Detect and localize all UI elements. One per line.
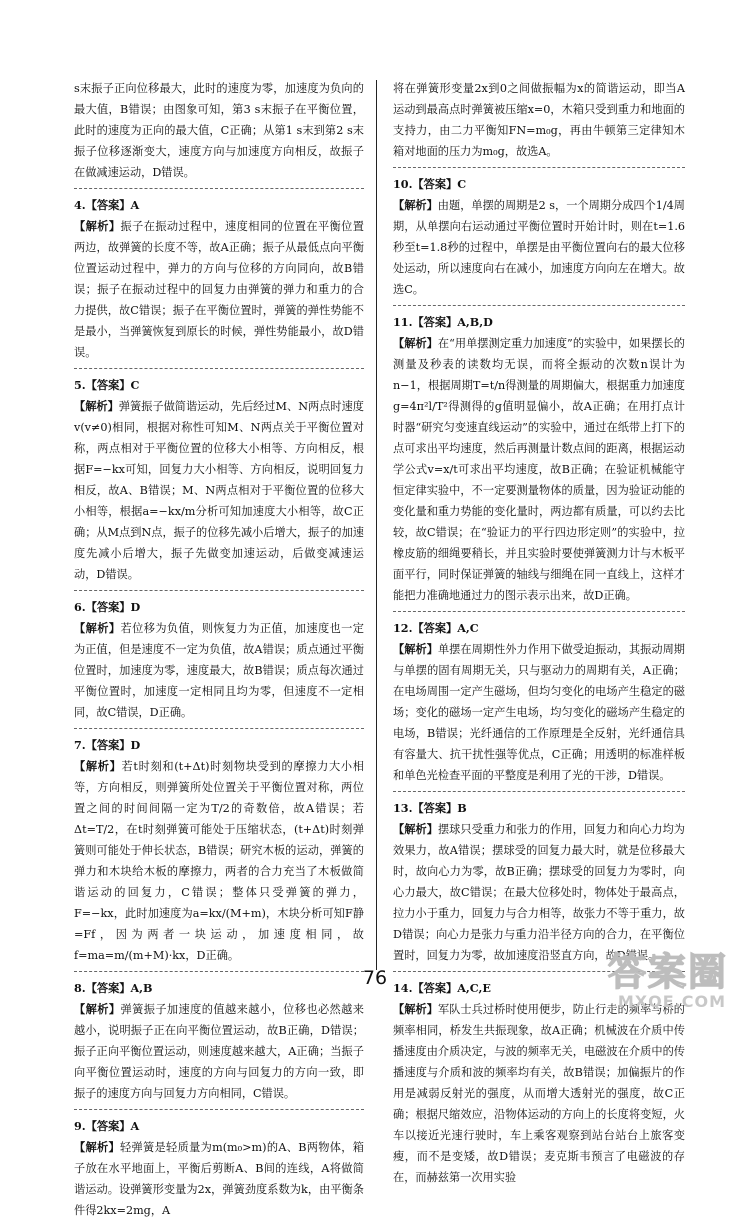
paragraph-text: 轻弹簧是轻质量为m(m₀>m)的A、B两物体，箱子放在水平地面上，平衡后剪断A、B间的连线，A将做简谐运动。设弹簧形变量为2x，弹簧劲度系数为k，由平衡条件得2kx=2mg，A (74, 1141, 364, 1217)
paragraph-text: 弹簧振子做简谐运动，先后经过M、N两点时速度v(v≠0)相同，根据对称性可知M、N两点关于平衡位置对称，两点相对于平衡位置的位移大小相等、方向相反，根据F=−kx可知，回复力大小相等、方向相反，说明回复力相反，故A、B错误；M、N两点相对于平衡位置的位移大小相等，根据a=−kx/m分析可知加速度大小相等，故C正确；从M点到N点，振子的位移先减小后增大，振子的加速度先减小后增大，振子先做变加速运动，后做变减速运动，D错误。 (74, 400, 364, 581)
answer-tag: 【答案】 (412, 801, 458, 815)
answer-line (393, 798, 685, 819)
analysis-paragraph (74, 216, 364, 363)
answer-text: A,C (457, 621, 479, 635)
analysis-tag: 【解析】 (74, 399, 119, 413)
paragraph-text: 在“用单摆测定重力加速度”的实验中，如果摆长的测量及秒表的读数均无误，而将全振动的次数n误计为n−1，根据周期T=t/n得测量的周期偏大，根据重力加速度g=4π²l/T²得测得的g值明显偏小，故A正确；在用打点计时器“研究匀变速直线运动”的实验中，通过在纸带上打下的点可求出平均速度，然后再测量计数点间的距离，根据运动学公式v=x/t可求出平均速度，故B正确；在验证机械能守恒定律实验中，不一定要测量物体的质量，因为验证动能的变化量和重力势能的变化量时，两边都有质量，可以约去比较，故C错误；在“验证力的平行四边形定则”的实验中，拉橡皮筋的细绳要稍长，并且实验时要使弹簧测力计与木板平面平行，同时保证弹簧的轴线与细绳在同一直线上，这样才能把力准确地通过力的图示表示出来，故D正确。 (393, 337, 685, 602)
analysis-paragraph (74, 78, 364, 183)
answer-line (74, 735, 364, 756)
question-number: 9. (74, 1119, 86, 1133)
paragraph-text: 军队士兵过桥时使用便步，防止行走的频率与桥的频率相同，桥发生共振现象，故A正确；机械波在介质中传播速度由介质决定，与波的频率无关，电磁波在介质中的传播速度与介质和波的频率均有关，故B错误；加偏振片的作用是减弱反射光的强度，从而增大透射光的强度，故C正确；根据尺缩效应，沿物体运动的方向上的长度将变短，火车以接近光速行驶时，车上乘客观察到站台站台上旅客变瘦，而不是变矮，故D错误；麦克斯韦预言了电磁波的存在，而赫兹第一次用实验 (393, 1003, 685, 1184)
answer-text: A,C,E (457, 981, 491, 995)
answer-tag: 【答案】 (412, 177, 458, 191)
analysis-paragraph (74, 396, 364, 585)
watermark-logo (594, 935, 734, 1015)
question-number: 6. (74, 600, 86, 614)
question-number: 7. (74, 738, 86, 752)
answer-text: A (130, 1119, 140, 1133)
answer-line (74, 597, 364, 618)
section-divider (393, 611, 685, 612)
answer-line (393, 174, 685, 195)
paragraph-text: 若位移为负值，则恢复力为正值，加速度也一定为正值，但是速度不一定为负值，故A错误；质点通过平衡位置时，加速度为零，速度最大，故B错误；质点每次通过平衡位置时，加速度一定相同且均为零，但速度不一定相同，故C错误，D正确。 (74, 622, 364, 719)
paragraph-text: 将在弹簧形变量2x到0之间做振幅为x的简谐运动，即当A运动到最高点时弹簧被压缩x=0，木箱只受到重力和地面的支持力，由二力平衡知FN=m₀g，再由牛顿第三定律知木箱对地面的压力为m₀g，故选A。 (393, 82, 685, 158)
section-divider (393, 305, 685, 306)
paragraph-text: 振子在振动过程中，速度相同的位置在平衡位置两边，故弹簧的长度不等，故A正确；振子从最低点向平衡位置运动过程中，弹力的方向与位移的方向同向，故B错误；振子在振动过程中的回复力由弹簧的弹力和重力的合力提供，故C错误；振子在平衡位置时，弹簧的弹性势能不是最小，当弹簧恢复到原长的时候，弹性势能最小，故D错误。 (74, 220, 364, 359)
question-number: 4. (74, 198, 86, 212)
answer-text: A,B (130, 981, 153, 995)
answer-text: A,B,D (457, 315, 493, 329)
analysis-tag: 【解析】 (393, 1002, 438, 1016)
answer-line (74, 195, 364, 216)
paragraph-text: 由题，单摆的周期是2 s，一个周期分成四个1/4周期，从单摆向右运动通过平衡位置时开始计时，则在t=1.6秒至t=1.8秒的过程中，单摆是由平衡位置向右的最大位移处运动，所以速度向右在减小，加速度方向向左在增大。故选C。 (393, 199, 685, 296)
analysis-tag: 【解析】 (74, 1002, 121, 1016)
answer-line (393, 312, 685, 333)
paragraph-text: 若t时刻和(t+Δt)时刻物块受到的摩擦力大小相等，方向相反，则弹簧所处位置关于平衡位置对称，两位置之间的时间间隔一定为T/2的奇数倍，故A错误；若Δt=T/2，在t时刻弹簧可能处于压缩状态，(t+Δt)时刻弹簧则可能处于伸长状态，B错误；研究木板的运动，弹簧的弹力和木块给木板的摩擦力，两者的合力充当了木板做简谐运动的回复力，C错误；整体只受弹簧的弹力，F=−kx，此时加速度为a=kx/(M+m)，木块分析可知F静=Ff，因为两者一块运动，加速度相同，故f=ma=m/(m+M)·kx，D正确。 (74, 760, 364, 962)
answer-tag: 【答案】 (85, 198, 131, 212)
section-divider (393, 167, 685, 168)
right-column (393, 78, 685, 1188)
section-divider (74, 368, 364, 369)
analysis-paragraph (393, 333, 685, 606)
analysis-tag: 【解析】 (74, 1140, 121, 1154)
question-number: 5. (74, 378, 86, 392)
answer-line (74, 375, 364, 396)
answer-line (393, 618, 685, 639)
question-number: 12. (393, 621, 413, 635)
paragraph-text: 弹簧振子加速度的值越来越小，位移也必然越来越小，说明振子正在向平衡位置运动，故B正确，D错误；振子正向平衡位置运动，则速度越来越大，A正确；当振子向平衡位置运动时，速度的方向与回复力的方向一致，即振子的速度方向与回复力方向相同，C错误。 (74, 1003, 364, 1100)
page-number: 76 (362, 967, 388, 989)
section-divider (74, 728, 364, 729)
answer-tag: 【答案】 (412, 981, 458, 995)
question-number: 11. (393, 315, 413, 329)
section-divider (74, 188, 364, 189)
answer-line (74, 1116, 364, 1137)
answer-tag: 【答案】 (85, 600, 131, 614)
question-number: 10. (393, 177, 413, 191)
column-divider (376, 80, 377, 970)
section-divider (74, 590, 364, 591)
section-divider (393, 791, 685, 792)
answer-tag: 【答案】 (412, 315, 458, 329)
answer-text: B (457, 801, 467, 815)
answer-tag: 【答案】 (85, 738, 131, 752)
analysis-tag: 【解析】 (393, 336, 438, 350)
analysis-paragraph (74, 1137, 364, 1221)
answer-text: C (130, 378, 140, 392)
paragraph-text: 单摆在周期性外力作用下做受迫振动，其振动周期与单摆的固有周期无关，只与驱动力的周期有关，A正确；在电场周围一定产生磁场，但均匀变化的电场产生稳定的磁场；变化的磁场一定产生电场，均匀变化的磁场产生稳定的电场，B错误；光纤通信的工作原理是全反射，光纤通信具有容量大、抗干扰性强等优点，C正确；用透明的标准样板和单色光检查平面的平整度是利用了光的干涉，D错误。 (393, 643, 685, 782)
answer-tag: 【答案】 (85, 981, 131, 995)
analysis-tag: 【解析】 (393, 822, 438, 836)
analysis-paragraph (74, 756, 364, 966)
answer-text: D (130, 738, 141, 752)
answer-tag: 【答案】 (85, 1119, 131, 1133)
analysis-tag: 【解析】 (74, 759, 122, 773)
analysis-paragraph (393, 78, 685, 162)
left-column (74, 78, 364, 1221)
analysis-tag: 【解析】 (393, 642, 438, 656)
answer-text: D (130, 600, 141, 614)
watermark-url: MXQE.COM (617, 992, 726, 1011)
analysis-paragraph (74, 618, 364, 723)
answer-text: C (457, 177, 467, 191)
answer-tag: 【答案】 (85, 378, 131, 392)
analysis-paragraph (393, 999, 685, 1188)
answer-tag: 【答案】 (412, 621, 458, 635)
analysis-tag: 【解析】 (393, 198, 438, 212)
paragraph-text: s末振子正向位移最大，此时的速度为零，加速度为负向的最大值，B错误；由图象可知，第3 s末振子在平衡位置，此时的速度为正向的最大值，C正确；从第1 s末到第2 s末振子位移逐渐变大，速度方向与加速度方向相反，故振子在做减速运动，D错误。 (74, 82, 364, 179)
analysis-paragraph (393, 195, 685, 300)
question-number: 14. (393, 981, 413, 995)
analysis-tag: 【解析】 (74, 621, 121, 635)
question-number: 13. (393, 801, 413, 815)
analysis-paragraph (393, 639, 685, 786)
question-number: 8. (74, 981, 86, 995)
answer-text: A (130, 198, 140, 212)
watermark-text: 答案圈 (607, 950, 728, 994)
analysis-paragraph (74, 999, 364, 1104)
section-divider (74, 1109, 364, 1110)
analysis-tag: 【解析】 (74, 219, 121, 233)
paragraph-text: 摆球只受重力和张力的作用，回复力和向心力均为效果力，故A错误；摆球受的回复力最大时，就是位移最大时，故向心力为零，故B正确；摆球受的回复力为零时，向心力最大，故C错误；在最大位移处时，物体处于最高点，拉力小于重力，回复力与合力相等，故张力不等于重力，故D错误；向心力是张力与重力沿半径方向的合力，在平衡位置时，回复力为零，故加速度沿竖直方向，故D错误。 (393, 823, 685, 962)
